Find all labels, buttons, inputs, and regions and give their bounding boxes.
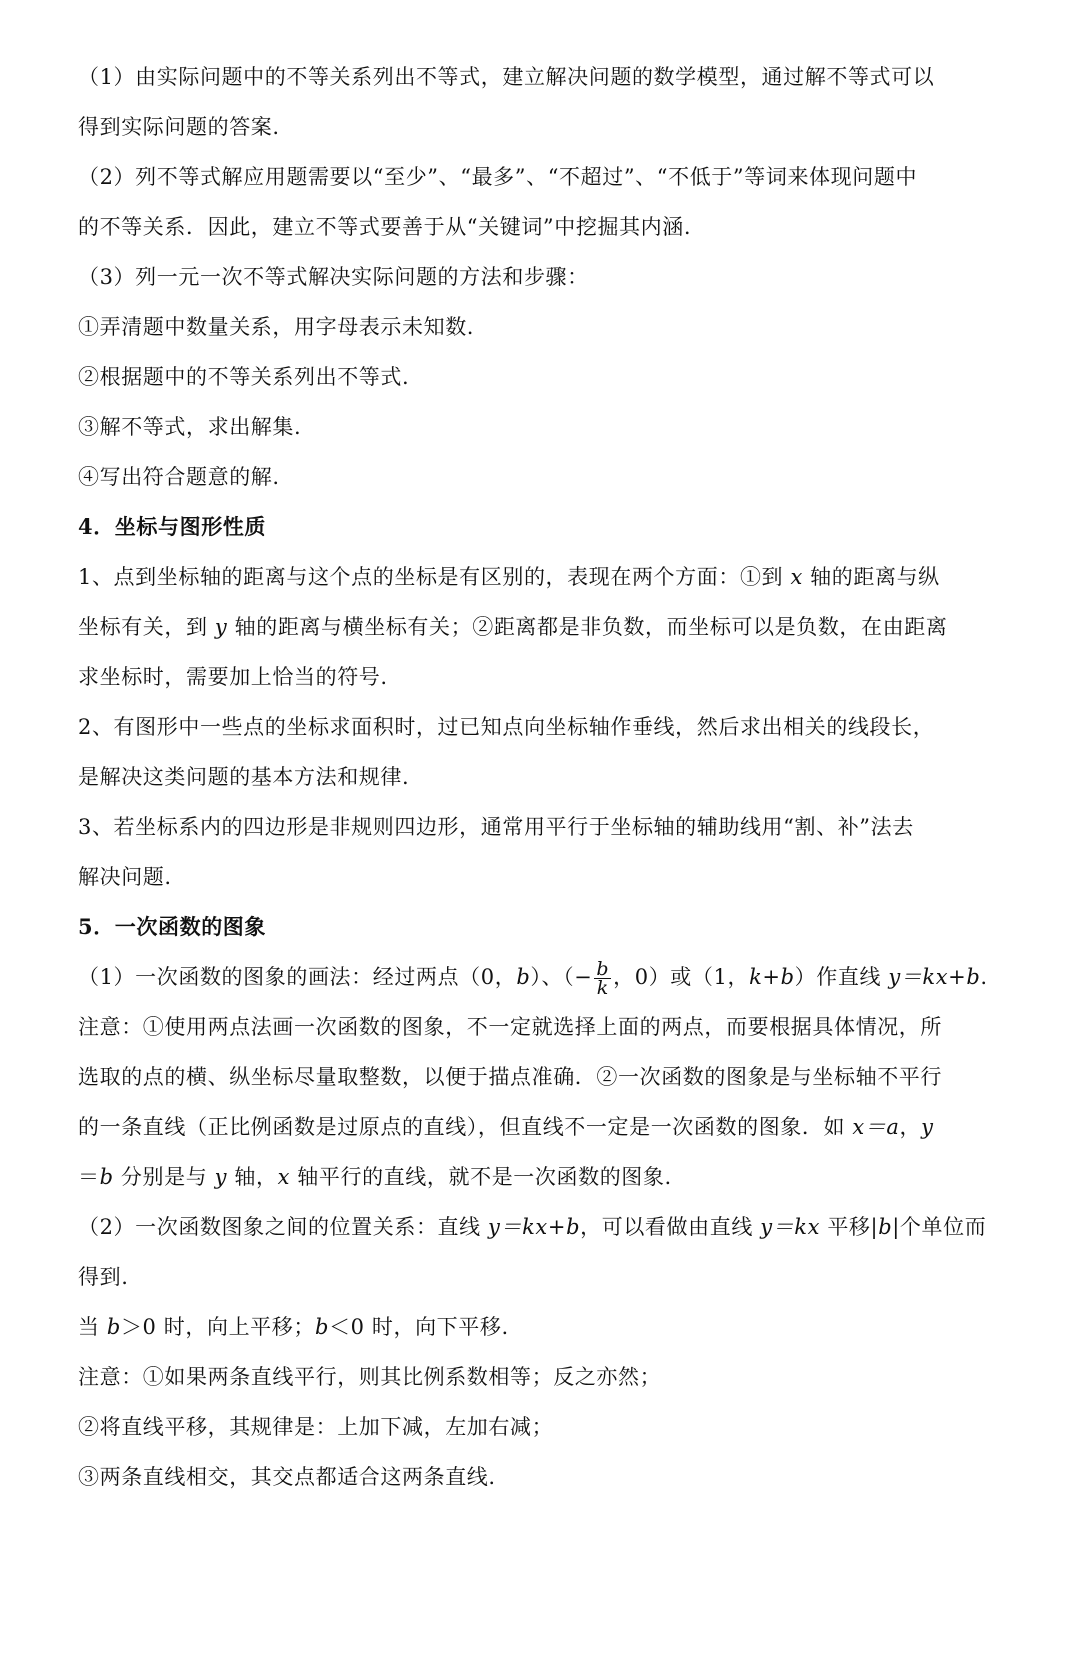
math-var: x xyxy=(277,1165,291,1189)
section-4-point-2-line-1: 2、有图形中一些点的坐标求面积时，过已知点向坐标轴作垂线，然后求出相关的线段长， xyxy=(78,715,935,739)
note-1-line-1: 注意：①使用两点法画一次函数的图象，不一定就选择上面的两点，而要根据具体情况，所 xyxy=(78,1015,942,1039)
math-var: b xyxy=(878,1215,893,1239)
math-var: y xyxy=(214,615,228,639)
math-var: b xyxy=(106,1315,121,1339)
text: 分别是与 xyxy=(113,1165,215,1189)
text: 1、点到坐标轴的距离与这个点的坐标是有区别的，表现在两个方面：①到 xyxy=(78,565,791,589)
math-var: y xyxy=(921,1115,934,1139)
math-var: b xyxy=(516,965,531,989)
section-4-heading: 4．坐标与图形性质 xyxy=(78,514,267,539)
fraction-b-over-k xyxy=(594,960,611,997)
text: ）、（− xyxy=(530,965,593,989)
paragraph-2-line-2: 的不等关系．因此，建立不等式要善于从“关键词”中挖掘其内涵. xyxy=(78,215,692,239)
text: ，0）或（1， xyxy=(613,965,750,989)
fraction-denominator: k xyxy=(596,977,609,999)
text: ，可以看做由直线 xyxy=(580,1215,761,1239)
text: 当 xyxy=(78,1315,107,1339)
section-5-heading: 5．一次函数的图象 xyxy=(78,914,267,939)
section-4-point-2-line-2: 是解决这类问题的基本方法和规律. xyxy=(78,765,410,789)
section-4-point-3-line-2: 解决问题. xyxy=(78,865,172,889)
section-5-point-2-line-2: 得到. xyxy=(78,1265,129,1289)
note-1-line-3 xyxy=(78,1102,1008,1152)
math-var: b xyxy=(314,1315,330,1339)
text: （1）一次函数的图象的画法：经过两点（0， xyxy=(78,965,517,989)
text: ＝ xyxy=(78,1165,100,1189)
text: 平移| xyxy=(820,1215,879,1239)
math-var: x xyxy=(790,565,803,589)
text: 轴的距离与横坐标有关；②距离都是非负数，而坐标可以是负数，在由距离 xyxy=(227,615,948,639)
section-4-point-1-line-3: 求坐标时，需要加上恰当的符号. xyxy=(78,665,388,689)
text: . xyxy=(980,965,988,989)
text: |个单位而 xyxy=(892,1215,987,1239)
text: 轴， xyxy=(227,1165,278,1189)
math-expr: y＝kx+b xyxy=(888,965,981,989)
step-2: ②根据题中的不等关系列出不等式. xyxy=(78,365,410,389)
note-2: 注意：①如果两条直线平行，则其比例系数相等；反之亦然； xyxy=(78,1365,662,1389)
step-3: ③解不等式，求出解集. xyxy=(78,415,302,439)
paragraph-1-line-2: 得到实际问题的答案. xyxy=(78,115,280,139)
step-1: ①弄清题中数量关系，用字母表示未知数. xyxy=(78,315,475,339)
text: 坐标有关，到 xyxy=(78,615,215,639)
step-4: ④写出符合题意的解. xyxy=(78,465,280,489)
section-4-point-3-line-1: 3、若坐标系内的四边形是非规则四边形，通常用平行于坐标轴的辅助线用“割、补”法去 xyxy=(78,815,914,839)
math-expr: k+b xyxy=(749,965,795,989)
math-expr: x＝a xyxy=(852,1115,900,1139)
text: 轴平行的直线，就不是一次函数的图象. xyxy=(290,1165,672,1189)
math-var: y xyxy=(214,1165,228,1189)
note-3: ②将直线平移，其规律是：上加下减，左加右减； xyxy=(78,1415,554,1439)
section-4-point-1-line-1 xyxy=(78,552,1008,602)
section-4-point-1-line-2 xyxy=(78,602,1008,652)
text: ＜0 时，向下平移. xyxy=(329,1315,509,1339)
text: （2）一次函数图象之间的位置关系：直线 xyxy=(78,1215,489,1239)
paragraph-3: （3）列一元一次不等式解决实际问题的方法和步骤： xyxy=(78,265,589,289)
shift-rule xyxy=(78,1302,1008,1352)
text: ＞0 时，向上平移； xyxy=(120,1315,315,1339)
paragraph-1-line-1: （1）由实际问题中的不等关系列出不等式，建立解决问题的数学模型，通过解不等式可以 xyxy=(78,65,935,89)
note-1-line-2: 选取的点的横、纵坐标尽量取整数，以便于描点准确．②一次函数的图象是与坐标轴不平行 xyxy=(78,1065,942,1089)
math-expr: y＝kx xyxy=(760,1215,821,1239)
section-5-point-2-line-1 xyxy=(78,1202,1008,1252)
document-page xyxy=(78,52,1008,1502)
note-1-line-4 xyxy=(78,1152,1008,1202)
math-var: b xyxy=(99,1165,114,1189)
section-5-point-1 xyxy=(78,952,1008,1002)
text: 的一条直线（正比例函数是过原点的直线），但直线不一定是一次函数的图象．如 xyxy=(78,1115,853,1139)
text: 轴的距离与纵 xyxy=(802,565,940,589)
text: ， xyxy=(899,1115,922,1139)
paragraph-2-line-1: （2）列不等式解应用题需要以“至少”、“最多”、“不超过”、“不低于”等词来体现问题中 xyxy=(78,165,918,189)
note-4: ③两条直线相交，其交点都适合这两条直线. xyxy=(78,1465,496,1489)
math-expr: y＝kx+b xyxy=(488,1215,581,1239)
fraction-numerator: b xyxy=(596,958,610,980)
text: ）作直线 xyxy=(794,965,889,989)
